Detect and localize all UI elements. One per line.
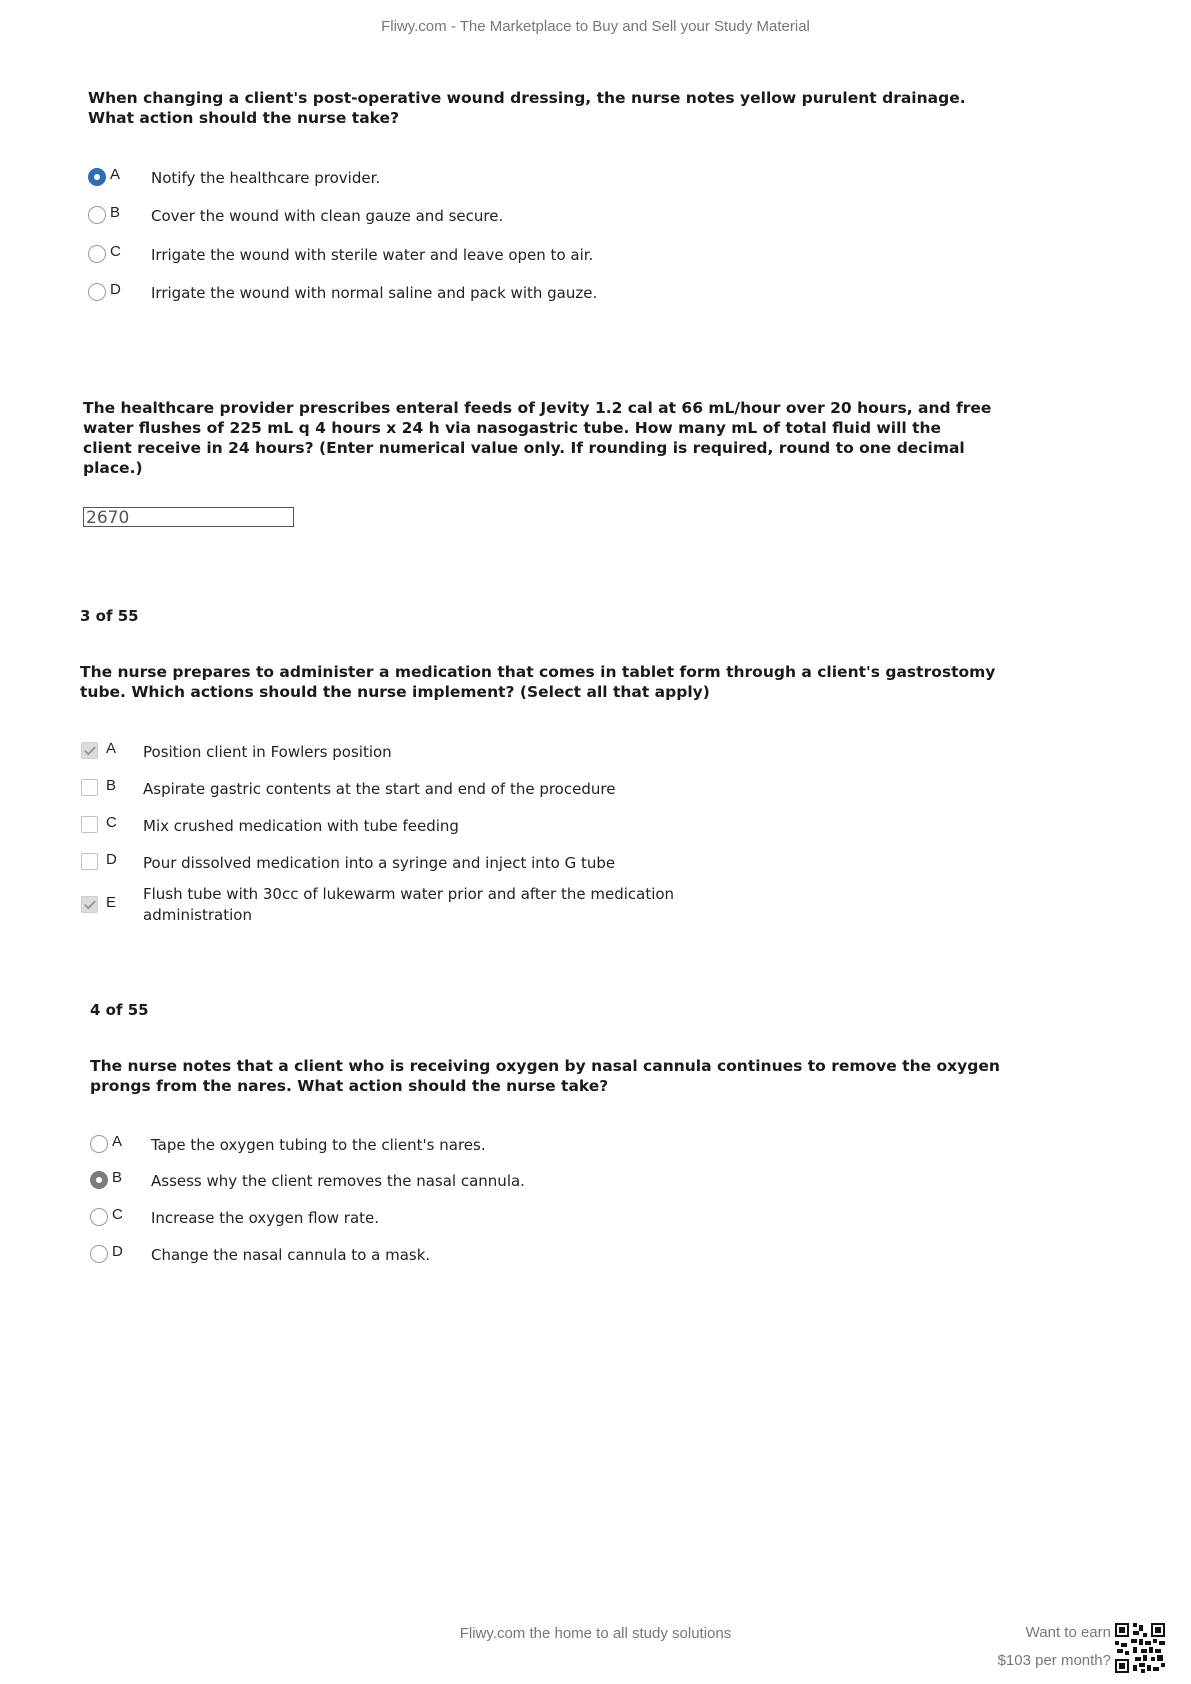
question-2-line: client receive in 24 hours? (Enter numerical value only. If rounding is required, round to one decimal <box>83 439 965 457</box>
option-letter: B <box>106 777 117 794</box>
q1-option-c[interactable] <box>88 243 788 267</box>
radio-selected-icon[interactable] <box>90 1171 108 1189</box>
option-text: Change the nasal cannula to a mask. <box>151 1246 431 1264</box>
q3-option-b[interactable] <box>81 777 781 801</box>
q1-option-b[interactable] <box>88 204 788 228</box>
question-2-text <box>83 398 991 478</box>
page-header: Fliwy.com - The Marketplace to Buy and Sell your Study Material <box>381 18 810 35</box>
question-2-line: The healthcare provider prescribes enteral feeds of Jevity 1.2 cal at 66 mL/hour over 20 hours, and free <box>83 399 992 417</box>
option-text: Irrigate the wound with sterile water and leave open to air. <box>151 246 594 264</box>
q4-option-b[interactable] <box>90 1169 790 1193</box>
radio-icon[interactable] <box>88 245 106 263</box>
radio-icon[interactable] <box>90 1245 108 1263</box>
q4-option-a[interactable] <box>90 1133 790 1157</box>
radio-icon[interactable] <box>90 1135 108 1153</box>
option-letter: B <box>110 204 121 221</box>
question-4-line: prongs from the nares. What action should the nurse take? <box>90 1077 609 1095</box>
question-1-line: When changing a client's post-operative wound dressing, the nurse notes yellow purulent drainage. <box>88 89 966 107</box>
radio-icon[interactable] <box>88 206 106 224</box>
question-3-line: The nurse prepares to administer a medication that comes in tablet form through a client's gastrostomy <box>80 663 996 681</box>
checkbox-icon[interactable] <box>81 816 98 833</box>
option-letter: A <box>106 740 117 757</box>
question-2-line: water flushes of 225 mL q 4 hours x 24 h via nasogastric tube. How many mL of total fluid will the <box>83 419 942 437</box>
option-text: Aspirate gastric contents at the start and end of the procedure <box>143 780 616 798</box>
qr-code-icon[interactable] <box>1115 1623 1165 1673</box>
checkbox-icon[interactable] <box>81 853 98 870</box>
footer-text: Fliwy.com the home to all study solutions <box>459 1625 732 1642</box>
question-counter: 4 of 55 <box>90 1001 149 1019</box>
option-text: Increase the oxygen flow rate. <box>151 1209 380 1227</box>
option-text: Position client in Fowlers position <box>143 743 392 761</box>
q1-option-a[interactable] <box>88 166 788 190</box>
checkbox-checked-icon[interactable] <box>81 742 98 759</box>
option-text-continued: administration <box>143 906 252 924</box>
q3-option-d[interactable] <box>81 851 781 875</box>
option-letter: A <box>110 166 121 183</box>
earn-line-2: $103 per month? <box>997 1652 1111 1669</box>
option-letter: D <box>112 1243 123 1260</box>
q3-option-a[interactable] <box>81 740 781 764</box>
option-letter: A <box>112 1133 123 1150</box>
option-text: Tape the oxygen tubing to the client's nares. <box>151 1136 486 1154</box>
option-text: Mix crushed medication with tube feeding <box>143 817 459 835</box>
radio-icon[interactable] <box>90 1208 108 1226</box>
option-letter: C <box>106 814 117 831</box>
checkbox-icon[interactable] <box>81 779 98 796</box>
question-4-line: The nurse notes that a client who is receiving oxygen by nasal cannula continues to remove the oxygen <box>90 1057 1000 1075</box>
question-4-text <box>90 1056 1000 1096</box>
question-1-text <box>88 88 966 128</box>
q3-option-e[interactable] <box>81 884 781 930</box>
option-text: Pour dissolved medication into a syringe and inject into G tube <box>143 854 616 872</box>
option-letter: D <box>106 851 117 868</box>
option-letter: D <box>110 281 121 298</box>
radio-selected-icon[interactable] <box>88 168 106 186</box>
option-letter: C <box>110 243 121 260</box>
option-text: Cover the wound with clean gauze and secure. <box>151 207 504 225</box>
question-3-text <box>80 662 995 702</box>
q3-option-c[interactable] <box>81 814 781 838</box>
option-text: Irrigate the wound with normal saline and pack with gauze. <box>151 284 598 302</box>
option-letter: B <box>112 1169 123 1186</box>
question-1-line: What action should the nurse take? <box>88 109 400 127</box>
option-letter: C <box>112 1206 123 1223</box>
option-letter: E <box>106 894 117 911</box>
checkbox-checked-icon[interactable] <box>81 896 98 913</box>
numeric-answer-input[interactable]: 2670 <box>83 507 294 527</box>
q4-option-c[interactable] <box>90 1206 790 1230</box>
option-text: Notify the healthcare provider. <box>151 169 381 187</box>
q4-option-d[interactable] <box>90 1243 790 1267</box>
option-text: Flush tube with 30cc of lukewarm water prior and after the medication <box>143 885 675 903</box>
question-3-line: tube. Which actions should the nurse implement? (Select all that apply) <box>80 683 710 701</box>
question-2-line: place.) <box>83 459 143 477</box>
earn-line-1: Want to earn <box>1025 1624 1111 1641</box>
q1-option-d[interactable] <box>88 281 788 305</box>
question-counter: 3 of 55 <box>80 607 139 625</box>
radio-icon[interactable] <box>88 283 106 301</box>
option-text: Assess why the client removes the nasal cannula. <box>151 1172 525 1190</box>
